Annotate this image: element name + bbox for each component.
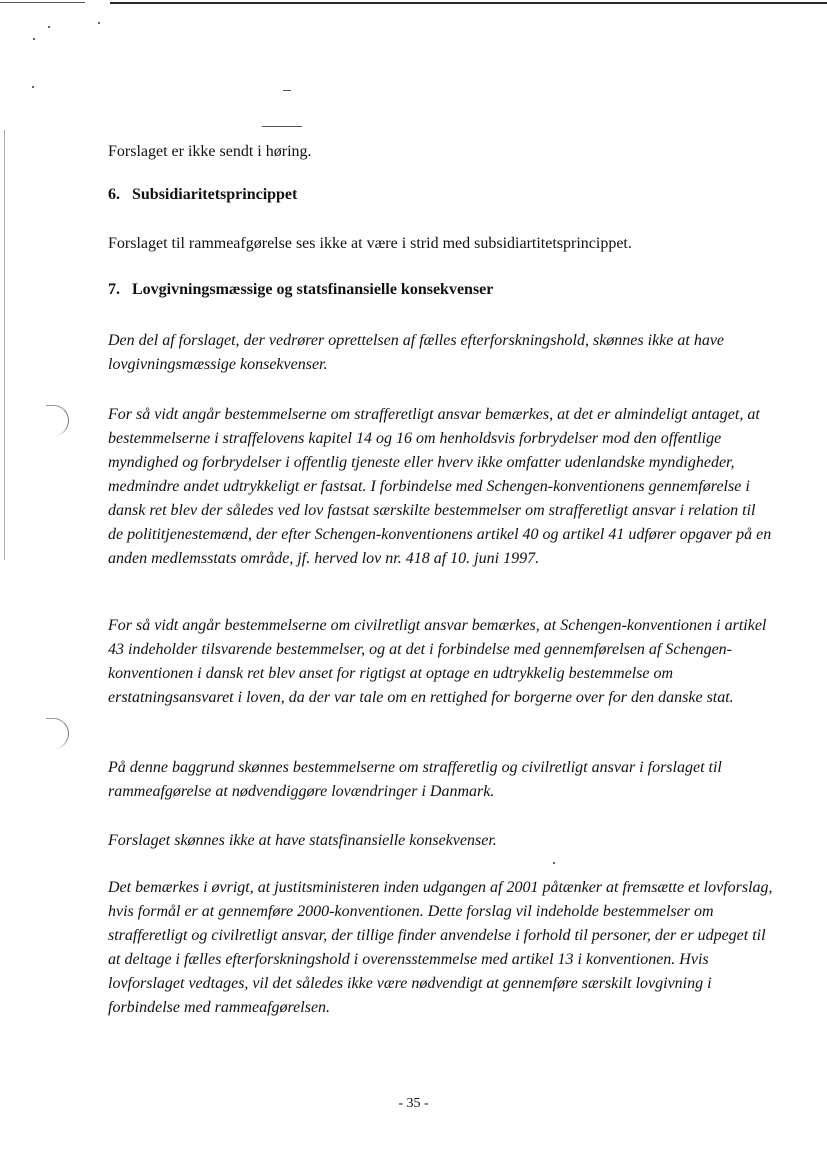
section-title: Subsidiaritetsprincippet <box>132 186 298 203</box>
paragraph-statsfinansielle: Forslaget skønnes ikke at have statsfinansielle konsekvenser. <box>108 832 497 849</box>
paragraph-civilretligt: For så vidt angår bestemmelserne om civilretligt ansvar bemærkes, at Schengen-konventionen i artikel 43 indeholder tilsvarende bestemmelser, og at det i forbindelse med gennemførelsen af Schengen-konventionen i dansk ret blev anset for rigtigst at optage en udtrykkelig bestemmelse om erstatningsansvaret i loven, da der var tale om en rettighed for borgerne over for den danske stat. <box>108 617 767 706</box>
punch-hole-mark <box>46 718 69 749</box>
section-number: 6. <box>108 186 120 203</box>
page-number: - 35 - <box>398 1096 429 1111</box>
scan-top-border <box>110 2 827 4</box>
paragraph-justitsministeren: Det bemærkes i øvrigt, at justitsministeren inden udgangen af 2001 påtænker at fremsætte et lovforslag, hvis formål er at gennemføre 2000-konventionen. Dette forslag vil indeholde bestemmelser om strafferetligt og civilretligt ansvar, der tillige finder anvendelse i forhold til personer, der er udpeget til at deltage i fælles efterforskningshold i overensstemmelse med artikel 13 i konventionen. Hvis lovforslaget vedtages, vil det således ikke være nødvendigt at gennemføre særskilt lovgivning i forbindelse med rammeafgørelsen. <box>108 879 773 1016</box>
scan-speck <box>553 862 555 864</box>
section-title: Lovgivningsmæssige og statsfinansielle konsekvenser <box>132 281 494 298</box>
scan-top-border-left <box>0 2 85 3</box>
punch-hole-mark <box>46 405 69 436</box>
scan-speck <box>48 26 50 28</box>
paragraph-strafferetligt: For så vidt angår bestemmelserne om strafferetligt ansvar bemærkes, at det er almindeligt antaget, at bestemmelserne i straffelovens kapitel 14 og 16 om henholdsvis forbrydelser mod den offentlige myndighed og forbrydelser i offentlig tjeneste eller hverv ikke omfatter udenlandske myndigheder, medmindre andet udtrykkeligt er fastsat. I forbindelse med Schengen-konventionens gennemførelse i dansk ret blev der således ved lov fastsat særskilte bestemmelser om strafferetligt ansvar i relation til de polititjenestemænd, der efter Schengen-konventionens artikel 40 og artikel 41 udfører opgaver på en anden medlemsstats område, jf. herved lov nr. 418 af 10. juni 1997. <box>108 406 772 567</box>
scan-dash <box>262 126 302 127</box>
scan-speck <box>33 38 35 40</box>
section-7-heading <box>108 281 493 299</box>
scan-speck <box>32 86 34 88</box>
scan-left-edge <box>4 130 5 560</box>
scan-dash <box>283 90 291 91</box>
paragraph-baggrund: På denne baggrund skønnes bestemmelserne om strafferetlig og civilretligt ansvar i forslaget til rammeafgørelse at nødvendiggøre lovændringer i Danmark. <box>108 759 722 800</box>
paragraph-hoering: Forslaget er ikke sendt i høring. <box>108 143 312 160</box>
section-number: 7. <box>108 281 120 298</box>
paragraph-subsidiaritet: Forslaget til rammeafgørelse ses ikke at være i strid med subsidiartitetsprincippet. <box>108 235 632 252</box>
paragraph-efterforskningshold: Den del af forslaget, der vedrører oprettelsen af fælles efterforskningshold, skønnes ikke at have lovgivningsmæssige konsekvenser. <box>108 332 725 373</box>
scan-speck <box>98 22 100 24</box>
section-6-heading <box>108 186 297 204</box>
